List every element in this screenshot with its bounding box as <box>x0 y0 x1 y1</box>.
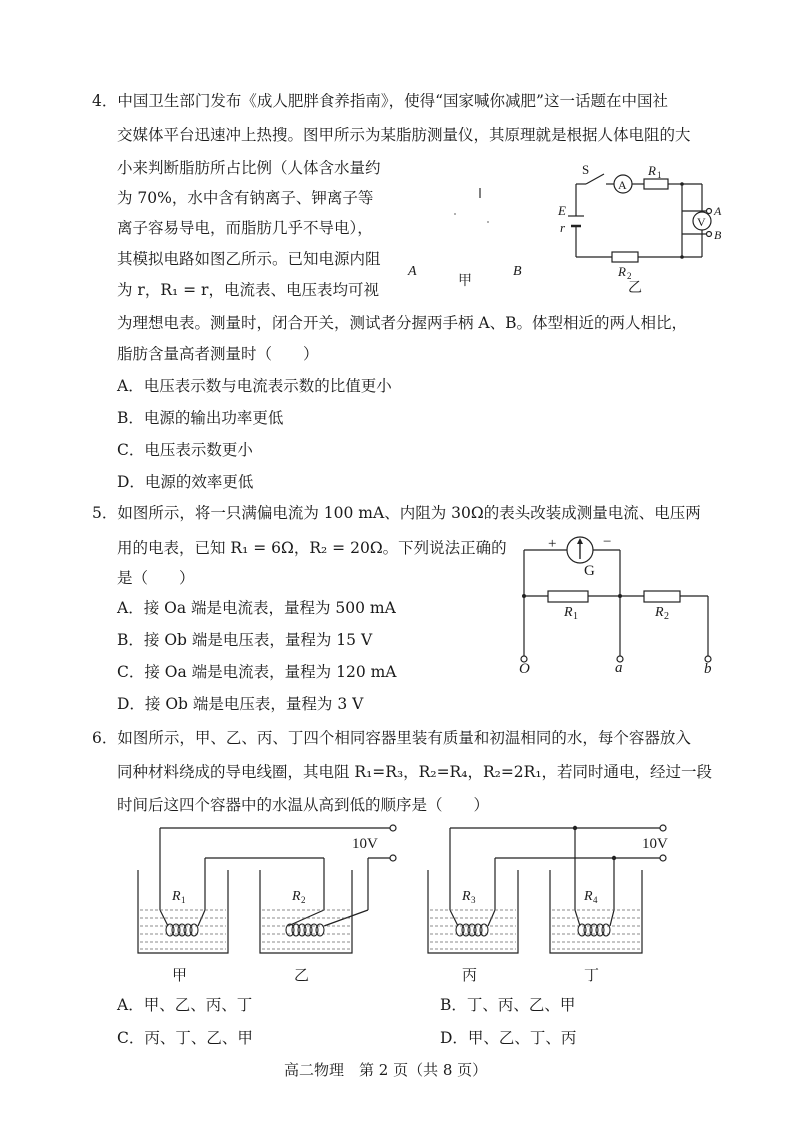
label-r1-sub: 1 <box>181 895 186 905</box>
q4-line-3: 小来判断脂肪所占比例（人体含水量约 <box>117 159 381 177</box>
beaker-ding <box>550 870 642 953</box>
label-r2-sub: 2 <box>627 271 632 281</box>
fig-jia-dot-1 <box>454 213 456 215</box>
label-r3: R <box>462 889 471 904</box>
label-r1: R <box>648 163 656 178</box>
label-plus: + <box>548 536 557 552</box>
q6-fig-left <box>130 818 400 988</box>
q6-line-2: 同种材料绕成的导电线圈，其电阻 R₁=R₃，R₂=R₄，R₂=2R₁，若同时通电，经过一段 <box>117 763 713 781</box>
caption-yi: 乙 <box>294 968 310 984</box>
q4-line-9: 脂肪含量高者测量时（ ） <box>117 345 319 363</box>
q6-line-1: 6．如图所示，甲、乙、丙、丁四个相同容器里装有质量和初温相同的水，每个容器放入 <box>92 729 691 747</box>
terminal-bottom <box>390 855 396 861</box>
label-o: O <box>519 661 530 677</box>
q5-option-c[interactable]: C．接 Oa 端是电流表，量程为 120 mA <box>117 663 397 681</box>
caption-ding: 丁 <box>584 968 600 984</box>
label-terminal-a: A <box>714 204 722 218</box>
label-s: S <box>582 162 590 177</box>
label-r4: R <box>584 889 593 904</box>
label-10v-left: 10V <box>352 836 378 852</box>
q4-option-d[interactable]: D．电源的效率更低 <box>117 473 254 491</box>
label-terminal-b: B <box>714 228 722 242</box>
q6-line-3: 时间后这四个容器中的水温从高到低的顺序是（ ） <box>117 796 490 814</box>
label-e: E <box>558 203 566 218</box>
q4-option-c[interactable]: C．电压表示数更小 <box>117 441 253 459</box>
label-voltmeter: V <box>697 215 706 229</box>
label-r2-sub: 2 <box>301 895 306 905</box>
terminal-a <box>707 209 712 214</box>
label-r2-sub: 2 <box>664 611 669 622</box>
q6-fig-right <box>420 818 690 988</box>
label-r2: R <box>655 605 664 620</box>
q4-option-b[interactable]: B．电源的输出功率更低 <box>117 409 284 427</box>
label-r1: R <box>564 605 573 620</box>
page-footer: 高二物理 第 2 页（共 8 页） <box>284 1061 488 1079</box>
label-r1: R <box>172 889 181 904</box>
terminal-b <box>707 232 712 237</box>
q5-line-1: 5．如图所示，将一只满偏电流为 100 mA、内阻为 30Ω的表头改装成测量电流、电压两 <box>92 504 701 522</box>
q5-line-2: 用的电表，已知 R₁ = 6Ω，R₂ = 20Ω。下列说法正确的 <box>117 539 507 557</box>
fig-yi-caption: 乙 <box>628 281 642 296</box>
beaker-jia <box>138 870 228 953</box>
terminal-bottom <box>660 855 666 861</box>
label-a: a <box>615 660 623 676</box>
label-r4-sub: 4 <box>593 895 598 905</box>
beaker-yi <box>260 870 352 953</box>
q6-option-c[interactable]: C．丙、丁、乙、甲 <box>117 1029 253 1047</box>
q4-line-6: 其模拟电路如图乙所示。已知电源内阻 <box>117 250 381 268</box>
fig-yi-circuit <box>556 160 726 295</box>
label-r2: R <box>618 264 626 279</box>
fig-jia-dot-2 <box>487 221 489 223</box>
q5-line-3: 是（ ） <box>117 569 195 587</box>
q5-option-b[interactable]: B．接 Ob 端是电压表，量程为 15 V <box>117 631 373 649</box>
label-r: r <box>560 220 566 235</box>
q4-line-2: 交媒体平台迅速冲上热搜。图甲所示为某脂肪测量仪，其原理就是根据人体电阻的大 <box>117 126 691 144</box>
fig-jia-label-a: A <box>408 264 417 279</box>
label-10v-right: 10V <box>642 836 668 852</box>
beaker-bing <box>428 870 518 953</box>
q4-line-7: 为 r，R₁ = r，电流表、电压表均可视 <box>117 281 379 299</box>
label-g: G <box>584 563 595 579</box>
fig-jia-caption: 甲 <box>458 274 472 289</box>
caption-bing: 丙 <box>462 968 478 984</box>
q6-option-a[interactable]: A．甲、乙、丙、丁 <box>117 996 253 1014</box>
label-minus: − <box>603 534 612 550</box>
label-r1-sub: 1 <box>657 170 662 180</box>
q5-option-d[interactable]: D．接 Ob 端是电压表，量程为 3 V <box>117 695 364 713</box>
q4-line-8: 为理想电表。测量时，闭合开关，测试者分握两手柄 A、B。体型相近的两人相比， <box>117 314 688 332</box>
q5-circuit <box>510 530 720 675</box>
label-b: b <box>704 661 712 677</box>
q4-line-5: 离子容易导电，而脂肪几乎不导电）， <box>117 219 373 237</box>
caption-jia: 甲 <box>172 968 188 984</box>
q4-line-1: 4．中国卫生部门发布《成人肥胖食养指南》，使得“国家喊你减肥”这一话题在中国社 <box>92 92 668 110</box>
label-ammeter: A <box>618 178 627 192</box>
label-r2: R <box>292 889 301 904</box>
terminal-top <box>390 825 396 831</box>
q4-option-a[interactable]: A．电压表示数与电流表示数的比值更小 <box>117 377 392 395</box>
q6-option-b[interactable]: B．丁、丙、乙、甲 <box>440 996 576 1014</box>
fig-jia <box>400 180 540 290</box>
label-r1-sub: 1 <box>573 611 578 622</box>
label-r3-sub: 3 <box>471 895 476 905</box>
q4-line-4: 为 70%，水中含有钠离子、钾离子等 <box>117 189 374 207</box>
terminal-top <box>660 825 666 831</box>
resistor-r1 <box>548 591 588 602</box>
resistor-r2 <box>612 252 638 262</box>
fig-jia-label-b: B <box>513 264 522 279</box>
resistor-r2 <box>644 591 680 602</box>
q6-option-d[interactable]: D．甲、乙、丁、丙 <box>440 1029 577 1047</box>
q5-option-a[interactable]: A．接 Oa 端是电流表，量程为 500 mA <box>117 599 396 617</box>
resistor-r1 <box>644 179 668 189</box>
